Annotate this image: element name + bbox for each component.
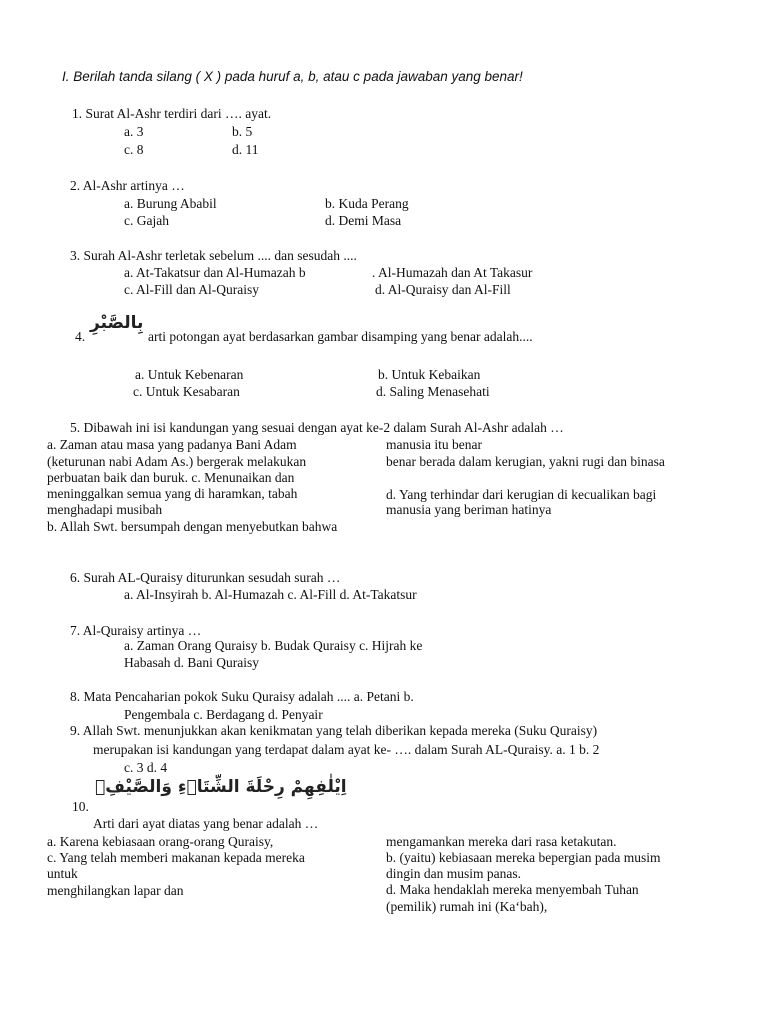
option-d[interactable]: d. Al-Quraisy dan Al-Fill [375, 282, 511, 297]
option-a[interactable]: a. Untuk Kebenaran [135, 367, 244, 382]
option-c[interactable]: c. Al-Fill dan Al-Quraisy [124, 282, 259, 297]
arabic-verse-image: اِيْلٰفِهِمْ رِحْلَةَ الشِّتَاۤءِ وَالصَّيْفِۚ [95, 777, 347, 797]
right-column-line: (pemilik) rumah ini (Ka‘bah), [386, 899, 548, 914]
options-line[interactable]: c. 3 d. 4 [124, 760, 168, 775]
arabic-verse-image: بِالصَّبْرِ [90, 313, 144, 333]
question-text: 5. Dibawah ini isi kandungan yang sesuai dengan ayat ke-2 dalam Surah Al-Ashr adalah … [70, 420, 564, 435]
right-column-line: mengamankan mereka dari rasa ketakutan. [386, 834, 617, 849]
options-line[interactable]: a. Al-Insyirah b. Al-Humazah c. Al-Fill d. At-Takatsur [124, 587, 417, 602]
left-column-line: menghilangkan lapar dan [47, 883, 184, 898]
option-a[interactable]: a. 3 [124, 124, 144, 139]
question-text: arti potongan ayat berdasarkan gambar disamping yang benar adalah.... [148, 329, 533, 344]
question-text: 8. Mata Pencaharian pokok Suku Quraisy adalah .... a. Petani b. [70, 689, 414, 704]
left-column-line: untuk [47, 866, 78, 881]
option-a[interactable]: a. Burung Ababil [124, 196, 217, 211]
right-column-line: d. Yang terhindar dari kerugian di kecualikan bagi [386, 487, 657, 502]
left-column-line: a. Karena kebiasaan orang-orang Quraisy, [47, 834, 274, 849]
right-column-line: benar berada dalam kerugian, yakni rugi dan binasa [386, 454, 665, 469]
left-column-line: (keturunan nabi Adam As.) bergerak melakukan [47, 454, 307, 469]
option-d[interactable]: d. Saling Menasehati [376, 384, 490, 399]
option-c[interactable]: c. Untuk Kesabaran [133, 384, 240, 399]
right-column-line: dingin dan musim panas. [386, 866, 521, 881]
option-d[interactable]: d. 11 [232, 142, 259, 157]
options-line[interactable]: Pengembala c. Berdagang d. Penyair [124, 707, 323, 722]
left-column-line: a. Zaman atau masa yang padanya Bani Adam [47, 437, 297, 452]
option-b[interactable]: b. 5 [232, 124, 253, 139]
option-b[interactable]: . Al-Humazah dan At Takasur [372, 265, 533, 280]
right-column-line: b. (yaitu) kebiasaan mereka bepergian pada musim [386, 850, 661, 865]
option-a[interactable]: a. At-Takatsur dan Al-Humazah b [124, 265, 306, 280]
left-column-line: b. Allah Swt. bersumpah dengan menyebutkan bahwa [47, 519, 338, 534]
question-text: Arti dari ayat diatas yang benar adalah … [93, 816, 319, 831]
right-column-line: manusia yang beriman hatinya [386, 502, 552, 517]
options-line[interactable]: a. Zaman Orang Quraisy b. Budak Quraisy c. Hijrah ke [124, 638, 423, 653]
left-column-line: menghadapi musibah [47, 502, 163, 517]
right-column-line: manusia itu benar [386, 437, 482, 452]
question-text: 1. Surat Al-Ashr terdiri dari …. ayat. [72, 106, 272, 121]
left-column-line: c. Yang telah memberi makanan kepada mereka [47, 850, 305, 865]
option-b[interactable]: b. Kuda Perang [325, 196, 409, 211]
instruction-heading: I. Berilah tanda silang ( X ) pada huruf a, b, atau c pada jawaban yang benar! [62, 69, 523, 84]
left-column-line: perbuatan baik dan buruk. c. Menunaikan dan [47, 470, 295, 485]
option-b[interactable]: b. Untuk Kebaikan [378, 367, 481, 382]
question-text: 7. Al-Quraisy artinya … [70, 623, 202, 638]
question-number: 4. [75, 329, 86, 344]
question-number: 10. [72, 799, 89, 814]
question-text: merupakan isi kandungan yang terdapat dalam ayat ke- …. dalam Surah AL-Quraisy. a. 1 b. 2 [93, 742, 600, 757]
options-line[interactable]: Habasah d. Bani Quraisy [124, 655, 259, 670]
question-text: 3. Surah Al-Ashr terletak sebelum .... dan sesudah .... [70, 248, 357, 263]
option-c[interactable]: c. 8 [124, 142, 144, 157]
option-c[interactable]: c. Gajah [124, 213, 169, 228]
right-column-line: d. Maka hendaklah mereka menyembah Tuhan [386, 882, 639, 897]
question-text: 2. Al-Ashr artinya … [70, 178, 185, 193]
question-text: 6. Surah AL-Quraisy diturunkan sesudah surah … [70, 570, 341, 585]
option-d[interactable]: d. Demi Masa [325, 213, 402, 228]
question-text: 9. Allah Swt. menunjukkan akan kenikmatan yang telah diberikan kepada mereka (Suku Quraisy) [70, 723, 598, 738]
left-column-line: meninggalkan semua yang di haramkan, tabah [47, 486, 298, 501]
